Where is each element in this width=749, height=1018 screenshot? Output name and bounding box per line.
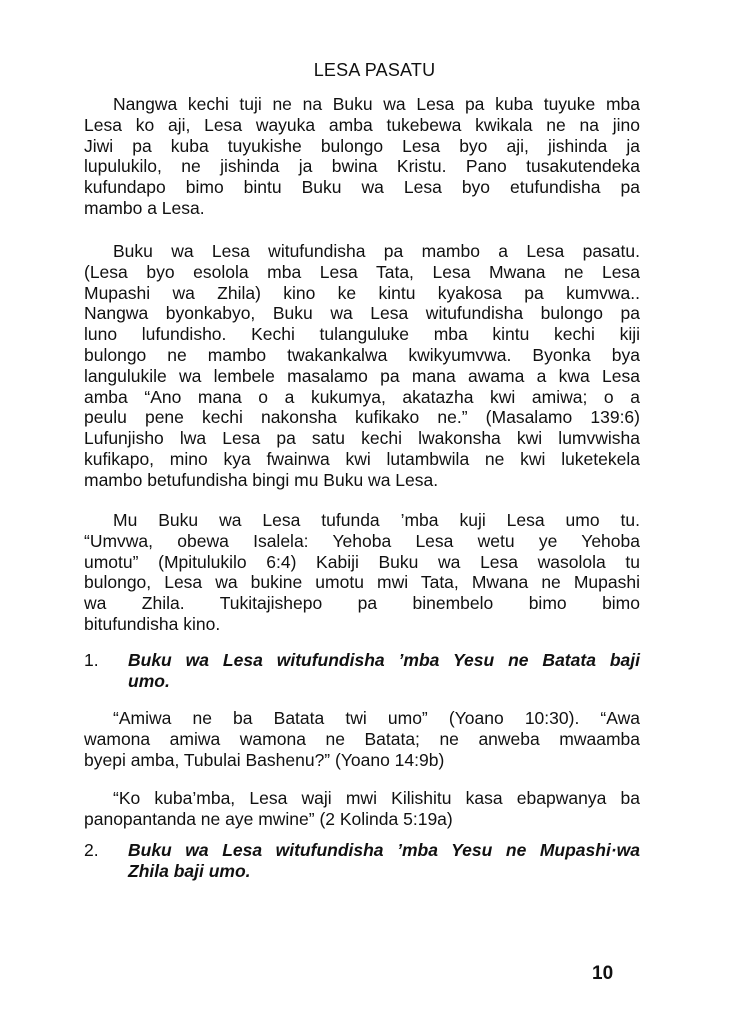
text-line: kufundapo bimo bintu Buku wa Lesa byo etufundisha pa (84, 177, 640, 198)
text-line: umotu” (Mpitulukilo 6:4) Kabiji Buku wa Lesa wasolola tu (84, 551, 640, 572)
text-line: Lufunjisho lwa Lesa pa satu kechi lwakonsha kwi lumvwisha (84, 428, 640, 449)
text-line: panopantanda ne aye mwine” (2 Kolinda 5:19a) (84, 808, 453, 829)
paragraph-quote-john (84, 708, 640, 770)
text-line: Mupashi wa Zhila) kino ke kintu kyakosa pa kumvwa.. (84, 282, 640, 303)
text-line: Lesa ko aji, Lesa wayuka amba tukebewa kwikala ne na jino (84, 114, 640, 135)
item-number: 1. (84, 650, 99, 670)
text-line: kufikapo, mino kya fwainwa kwi lutambwila ne kwi luketekela (84, 448, 640, 469)
text-line: “Amiwa ne ba Batata twi umo” (Yoano 10:30). “Awa (113, 708, 640, 728)
text-line: luno lufundisho. Kechi tulanguluke mba kintu kechi kiji (84, 324, 640, 345)
text-line: lupulukilo, ne jishinda ja bwina Kristu. Pano tusakutendeka (84, 156, 640, 177)
item-heading (128, 840, 640, 882)
paragraph-intro (84, 94, 640, 219)
paragraph-quote-corinthians (84, 788, 640, 830)
text-line: mambo a Lesa. (84, 197, 205, 218)
text-line: wa Zhila. Tukitajishepo pa binembelo bimo bimo (84, 593, 640, 614)
text-line: (Lesa byo esolola mba Lesa Tata, Lesa Mwana ne Lesa (84, 261, 640, 282)
item-heading (128, 650, 640, 692)
text-line: bulongo, Lesa wa bukine umotu mwi Tata, Mwana ne Mupashi (84, 572, 640, 593)
page-title: LESA PASATU (313, 60, 436, 80)
text-line: Nangwa byonkabyo, Buku wa Lesa witufundisha bulongo pa (84, 303, 640, 324)
text-line: langulukile wa lembele masalamo pa mana awama a kwa Lesa (84, 365, 640, 386)
text-line: byepi amba, Tubulai Bashenu?” (Yoano 14:9b) (84, 749, 445, 770)
paragraph-trinity (84, 241, 640, 491)
text-line: Jiwi pa kuba tuyukishe bulongo Lesa byo aji, jishinda ja (84, 135, 640, 156)
text-line: Buku wa Lesa witufundisha ’mba Yesu ne Batata baji (128, 650, 640, 670)
page-number: 10 (592, 963, 614, 984)
text-line: wamona amiwa wamona ne Batata; ne anweba mwaamba (84, 728, 640, 749)
text-line: bulongo ne mambo twakankalwa kwikyumvwa. Byonka bya (84, 344, 640, 365)
item-number: 2. (84, 840, 99, 860)
text-line: “Umvwa, obewa Isalela: Yehoba Lesa wetu ye Yehoba (84, 530, 640, 551)
text-line: umo. (128, 670, 170, 691)
text-line: amba “Ano mana o a kukumya, akatazha kwi amiwa; o a (84, 386, 640, 407)
text-line: Buku wa Lesa witufundisha ’mba Yesu ne Mupashi·wa (128, 840, 640, 860)
text-line: bitufundisha kino. (84, 613, 221, 634)
text-line: mambo betufundisha bingi mu Buku wa Lesa. (84, 469, 439, 490)
text-line: “Ko kuba’mba, Lesa waji mwi Kilishitu kasa ebapwanya ba (113, 788, 640, 808)
paragraph-one-god (84, 510, 640, 635)
text-line: peulu pene kechi nakonsha kufikako ne.” (Masalamo 139:6) (84, 407, 640, 428)
text-line: Zhila baji umo. (128, 860, 251, 881)
text-line: Mu Buku wa Lesa tufunda ’mba kuji Lesa umo tu. (113, 510, 640, 530)
text-line: Nangwa kechi tuji ne na Buku wa Lesa pa kuba tuyuke mba (113, 94, 640, 114)
text-line: Buku wa Lesa witufundisha pa mambo a Lesa pasatu. (113, 241, 640, 261)
